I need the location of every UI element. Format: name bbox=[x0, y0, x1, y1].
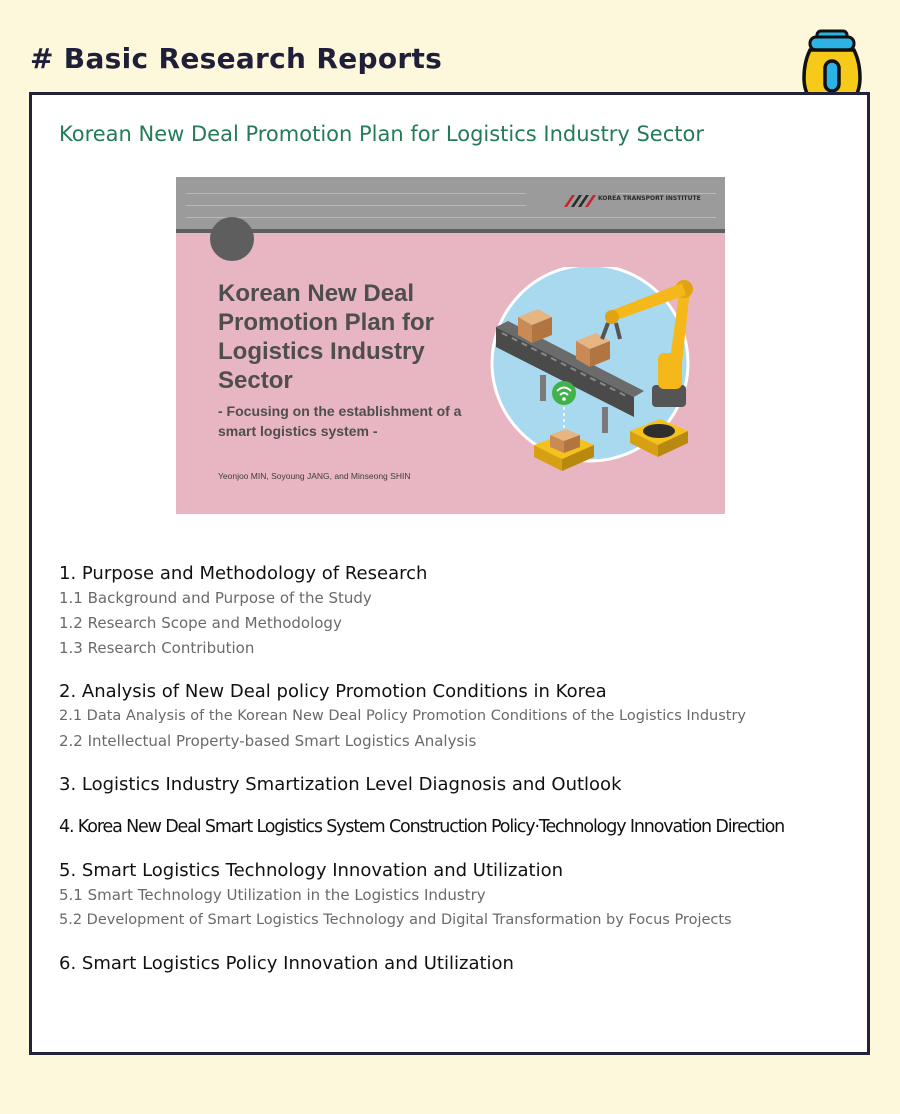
cover-institute-name: KOREA TRANSPORT INSTITUTE bbox=[598, 195, 701, 202]
toc-chapter-title: 4. Korea New Deal Smart Logistics System Construction Policy·Technology Innovation Direction bbox=[59, 817, 785, 837]
toc-section bbox=[59, 951, 859, 976]
cover-line bbox=[186, 193, 526, 194]
toc-subsection: 5.1 Smart Technology Utilization in the Logistics Industry bbox=[59, 886, 486, 904]
cover-header-band bbox=[176, 177, 725, 233]
report-card bbox=[29, 92, 870, 1055]
toc-chapter-title: 3. Logistics Industry Smartization Level Diagnosis and Outlook bbox=[59, 774, 622, 795]
toc-subsection: 1.1 Background and Purpose of the Study bbox=[59, 589, 372, 607]
institute-logo-icon bbox=[562, 193, 596, 209]
toc-section bbox=[59, 815, 859, 840]
toc-section bbox=[59, 772, 859, 797]
toc-chapter-title: 2. Analysis of New Deal policy Promotion Conditions in Korea bbox=[59, 681, 607, 702]
table-of-contents bbox=[59, 561, 859, 994]
cover-subtitle: - Focusing on the establishment of a smart logistics system - bbox=[218, 403, 462, 439]
toc-subsection: 1.3 Research Contribution bbox=[59, 639, 255, 657]
robot-arm-illustration bbox=[484, 267, 716, 499]
cover-decor-circle bbox=[210, 217, 254, 261]
toc-chapter-title: 1. Purpose and Methodology of Research bbox=[59, 563, 428, 584]
page-heading: # Basic Research Reports bbox=[30, 42, 443, 75]
toc-section bbox=[59, 561, 859, 661]
toc-subsection: 1.2 Research Scope and Methodology bbox=[59, 614, 342, 632]
toc-chapter-title: 6. Smart Logistics Policy Innovation and Utilization bbox=[59, 953, 514, 974]
toc-subsection: 5.2 Development of Smart Logistics Technology and Digital Transformation by Focus Projects bbox=[59, 912, 732, 928]
cover-line bbox=[186, 217, 716, 218]
cover-title: Korean New Deal Promotion Plan for Logistics Industry Sector bbox=[218, 280, 434, 394]
toc-subsection: 2.2 Intellectual Property-based Smart Logistics Analysis bbox=[59, 732, 477, 750]
toc-chapter-title: 5. Smart Logistics Technology Innovation and Utilization bbox=[59, 860, 563, 881]
cover-authors: Yeonjoo MIN, Soyoung JANG, and Minseong SHIN bbox=[218, 471, 411, 481]
cover-line bbox=[616, 193, 716, 194]
cover-line bbox=[186, 205, 526, 206]
toc-section bbox=[59, 679, 859, 754]
report-cover-image[interactable] bbox=[176, 177, 725, 514]
toc-section bbox=[59, 858, 859, 933]
toc-subsection: 2.1 Data Analysis of the Korean New Deal Policy Promotion Conditions of the Logistics Industry bbox=[59, 708, 747, 724]
report-title: Korean New Deal Promotion Plan for Logistics Industry Sector bbox=[59, 122, 704, 146]
